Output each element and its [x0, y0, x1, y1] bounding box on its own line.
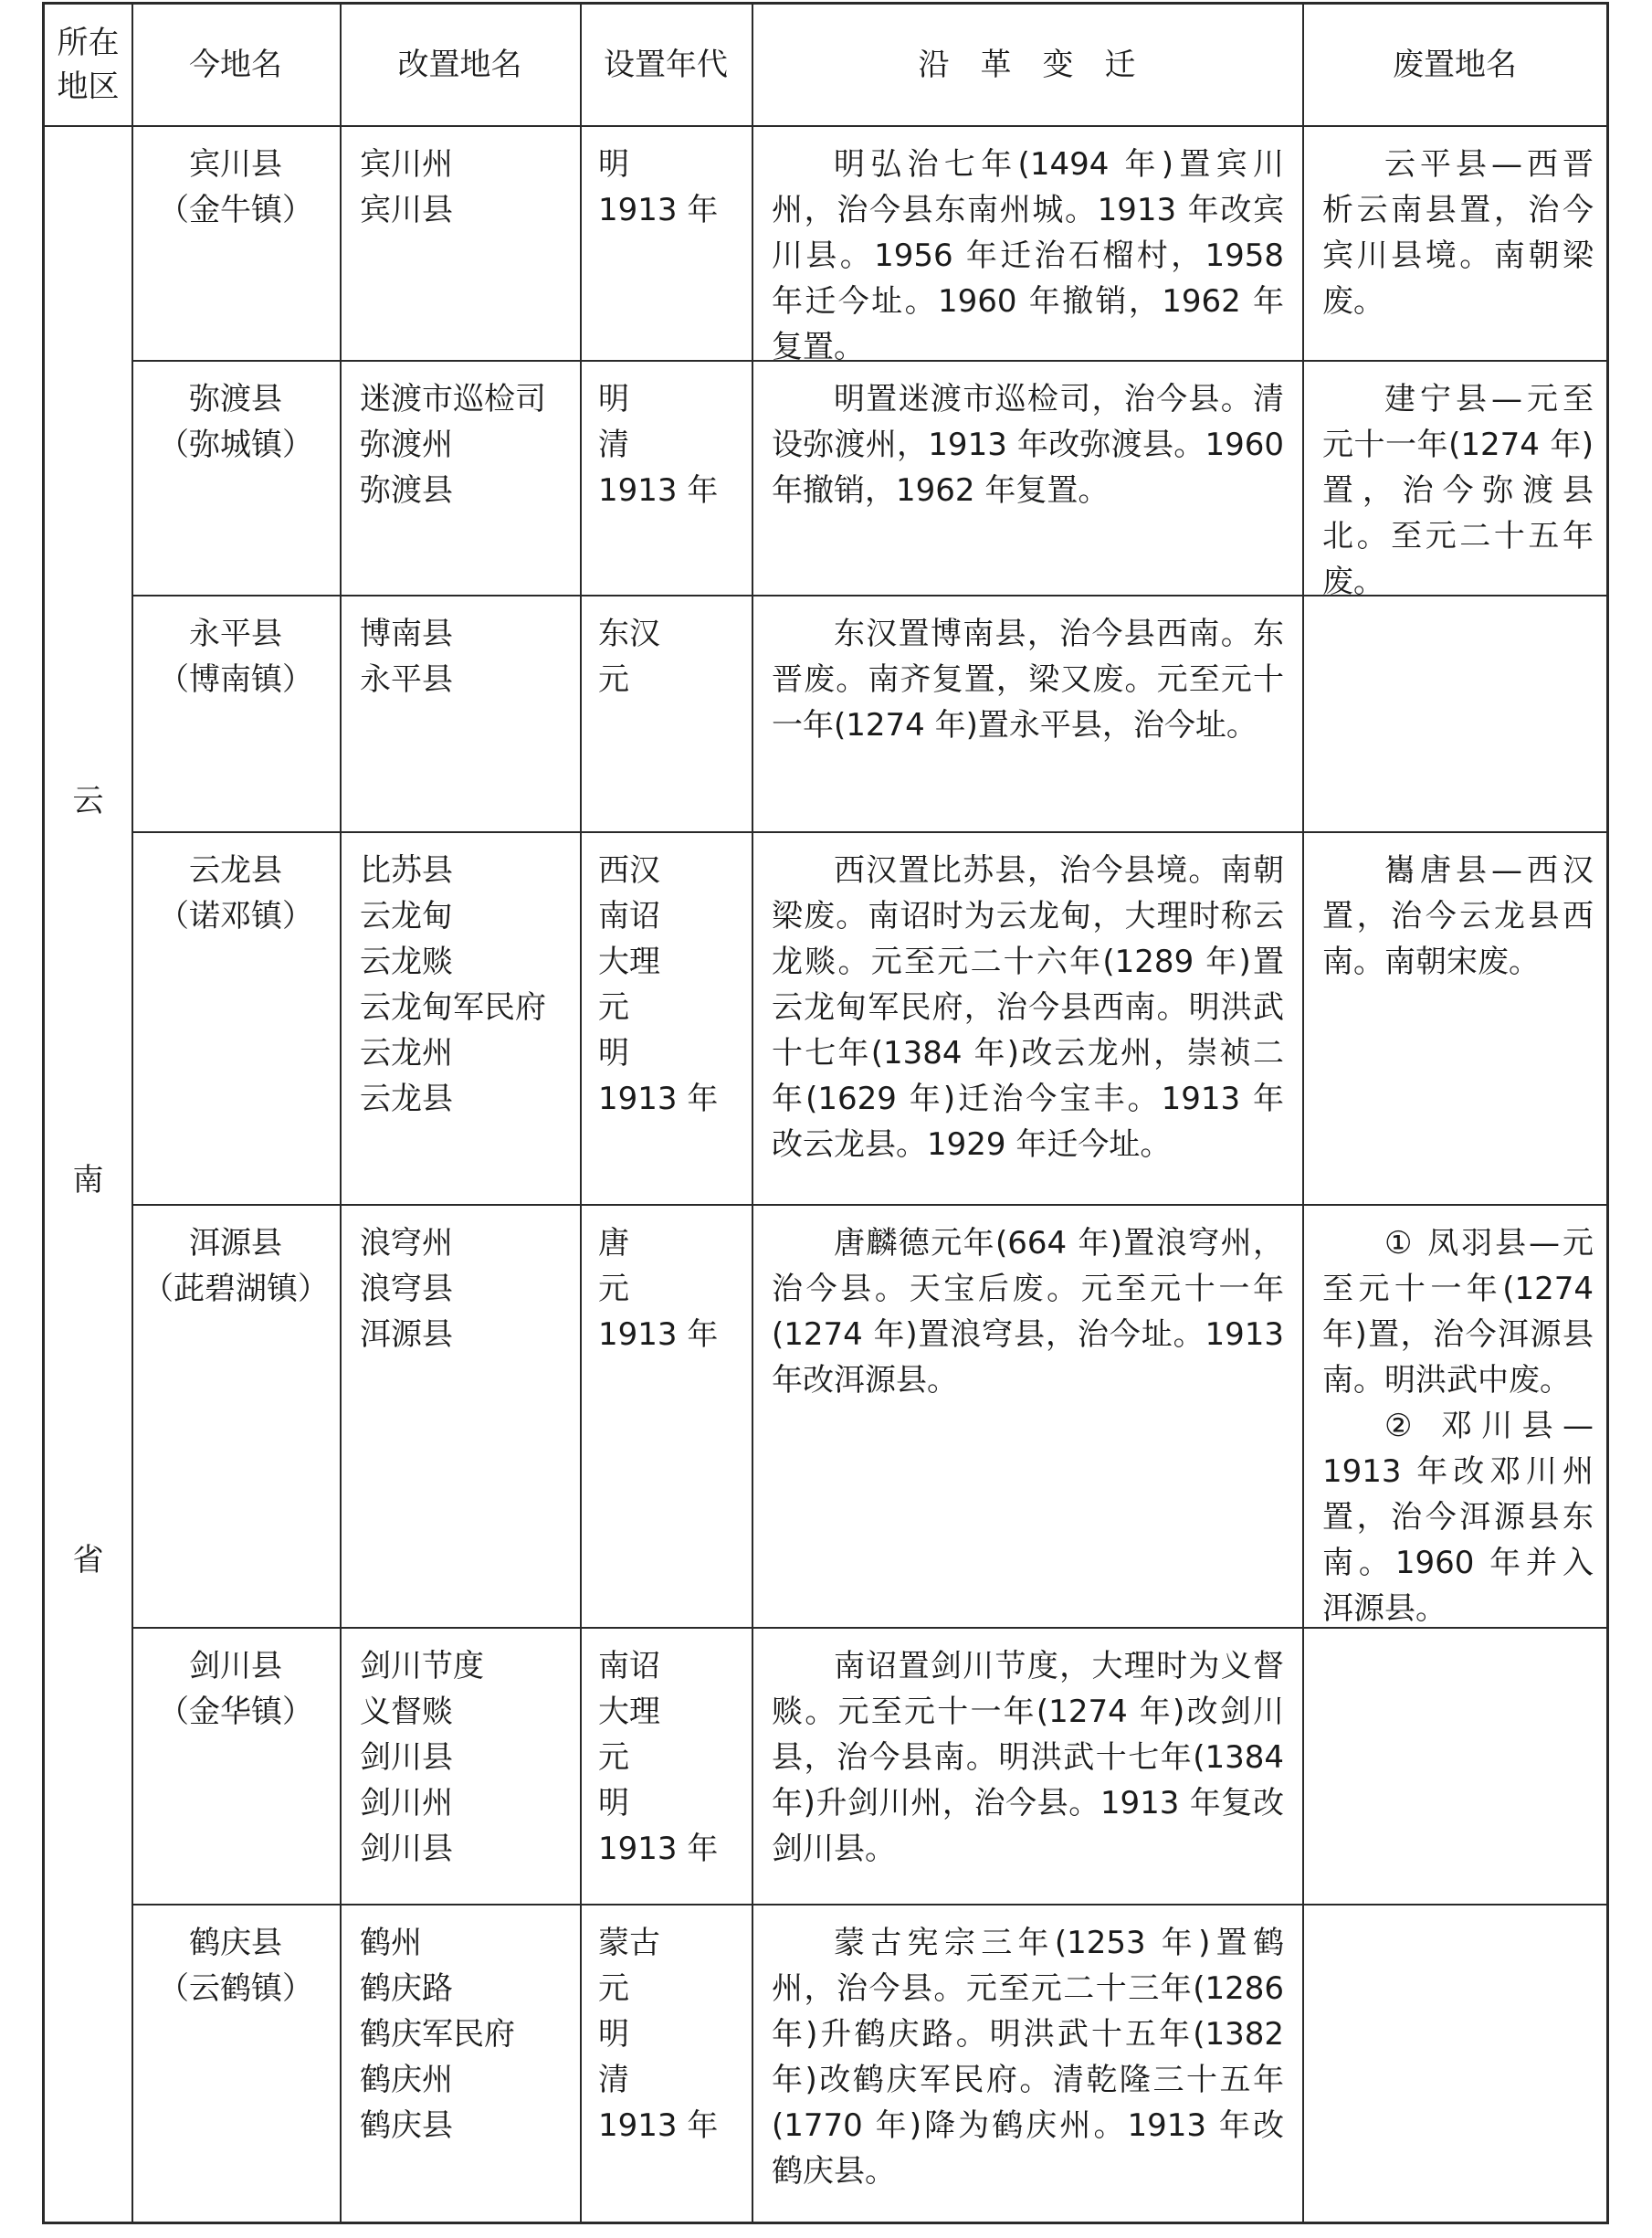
former-name: 鹤庆路	[360, 1970, 453, 2007]
periods-cell	[580, 1627, 752, 1904]
admin-history-table	[42, 2, 1609, 2224]
region-cell	[45, 125, 132, 2222]
history-cell: 唐麟德元年(664 年)置浪穹州，治今县。天宝后废。元至元十一年(1274 年)置浪穹县，治今址。1913 年改洱源县。	[772, 1225, 1284, 1399]
current-name-cell	[132, 125, 340, 360]
header-history: 沿 革 变 迁	[918, 47, 1136, 83]
former-name: 剑川县	[360, 1831, 453, 1867]
former-name: 鹤庆州	[360, 2062, 453, 2098]
former-name: 剑川县	[360, 1739, 453, 1776]
history-cell: 明置迷渡市巡检司，治今县。清设弥渡州，1913 年改弥渡县。1960 年撤销，1962 年复置。	[772, 381, 1284, 509]
county-seat: （弥城镇）	[158, 427, 313, 463]
region-char: 云	[72, 783, 104, 819]
abolished-cell	[1302, 360, 1612, 600]
period: 大理	[598, 944, 660, 980]
header-region-line1: 所在	[57, 25, 120, 61]
periods-cell	[580, 831, 752, 1204]
abolished-cell	[1302, 595, 1612, 831]
former-name: 剑川节度	[360, 1648, 484, 1684]
county-seat: （云鹤镇）	[158, 1970, 313, 2007]
table-row	[132, 1204, 1606, 1627]
table-row	[132, 831, 1606, 1204]
current-name-cell	[132, 831, 340, 1204]
county-seat: （诺邓镇）	[158, 898, 313, 934]
period: 南诏	[598, 898, 660, 934]
abolished-cell	[1302, 1904, 1612, 2222]
table-row	[132, 1627, 1606, 1904]
former-name: 义督赕	[360, 1694, 453, 1730]
county-name: 弥渡县	[189, 381, 282, 417]
county-seat: （博南镇）	[158, 661, 313, 698]
region-char: 省	[72, 1542, 104, 1578]
history-cell: 蒙古宪宗三年(1253 年)置鹤州，治今县。元至元二十三年(1286 年)升鹤庆路。明洪武十五年(1382 年)改鹤庆军民府。清乾隆三十五年(1770 年)降为鹤庆州。1913 年改鹤庆县。	[772, 1925, 1284, 2190]
period: 蒙古	[598, 1925, 660, 1961]
former-name: 云龙县	[360, 1081, 453, 1117]
current-name-cell	[132, 1204, 340, 1627]
abolished-cell	[1302, 831, 1612, 1204]
period: 西汉	[598, 852, 660, 889]
period: 元	[598, 1271, 629, 1307]
former-name: 云龙州	[360, 1035, 453, 1071]
period: 清	[598, 2062, 629, 2098]
period: 南诏	[598, 1648, 660, 1684]
period: 明	[598, 1785, 629, 1821]
table-row	[132, 125, 1606, 365]
period: 明	[598, 2016, 629, 2053]
abolished-cell	[1302, 125, 1612, 360]
periods-cell	[580, 595, 752, 831]
former-name: 宾川县	[360, 192, 453, 228]
former-names-cell	[340, 360, 580, 595]
abolished-cell	[1302, 1627, 1612, 1904]
current-name-cell	[132, 360, 340, 595]
period: 明	[598, 1035, 629, 1071]
period: 1913 年	[598, 1316, 719, 1353]
former-names-cell	[340, 1904, 580, 2222]
county-name: 宾川县	[189, 146, 282, 183]
period: 1913 年	[598, 1831, 719, 1867]
former-name: 鹤州	[360, 1925, 422, 1961]
period: 大理	[598, 1694, 660, 1730]
periods-cell	[580, 360, 752, 595]
current-name-cell	[132, 1904, 340, 2222]
header-established: 设置年代	[604, 47, 728, 83]
abolished-entry: ② 邓川县—1913 年改邓川州置，治今洱源县东南。1960 年并入洱源县。	[1322, 1408, 1594, 1627]
region-char: 南	[72, 1162, 104, 1198]
header-current-name: 今地名	[189, 47, 282, 83]
county-seat: （金华镇）	[158, 1694, 313, 1730]
header-region	[45, 5, 132, 125]
period: 1913 年	[598, 472, 719, 509]
header-former-name: 改置地名	[397, 47, 522, 83]
abolished-cell	[1302, 1204, 1612, 1627]
county-name: 洱源县	[189, 1225, 282, 1262]
former-names-cell	[340, 595, 580, 831]
history-cell: 南诏置剑川节度，大理时为义督赕。元至元十一年(1274 年)改剑川县，治今县南。明洪武十七年(1384 年)升剑川州，治今县。1913 年复改剑川县。	[772, 1648, 1284, 1867]
period: 清	[598, 427, 629, 463]
periods-cell	[580, 1204, 752, 1627]
current-name-cell	[132, 595, 340, 831]
county-seat: （金牛镇）	[158, 192, 313, 228]
former-names-cell	[340, 831, 580, 1204]
periods-cell	[580, 125, 752, 360]
former-name: 弥渡县	[360, 472, 453, 509]
header-region-line2: 地区	[57, 69, 120, 105]
period: 东汉	[598, 616, 660, 652]
former-name: 浪穹县	[360, 1271, 453, 1307]
history-cell: 西汉置比苏县，治今县境。南朝梁废。南诏时为云龙甸，大理时称云龙赕。元至元二十六年(1289 年)置云龙甸军民府，治今县西南。明洪武十七年(1384 年)改云龙州，崇祯二年(1629 年)迁治今宝丰。1913 年改云龙县。1929 年迁今址。	[772, 852, 1284, 1163]
former-name: 永平县	[360, 661, 453, 698]
former-name: 迷渡市巡检司	[360, 381, 546, 417]
table-row	[132, 360, 1606, 600]
period: 1913 年	[598, 2107, 719, 2144]
table-row	[132, 595, 1606, 831]
former-name: 云龙甸	[360, 898, 453, 934]
former-name: 博南县	[360, 616, 453, 652]
county-name: 鹤庆县	[189, 1925, 282, 1961]
period: 元	[598, 1739, 629, 1776]
county-name: 剑川县	[189, 1648, 282, 1684]
abolished-entry: 云平县—西晋析云南县置，治今宾川县境。南朝梁废。	[1322, 146, 1594, 320]
period: 1913 年	[598, 1081, 719, 1117]
former-name: 比苏县	[360, 852, 453, 889]
period: 明	[598, 146, 629, 183]
former-name: 鹤庆军民府	[360, 2016, 515, 2053]
former-name: 宾川州	[360, 146, 453, 183]
periods-cell	[580, 1904, 752, 2222]
period: 1913 年	[598, 192, 719, 228]
abolished-entry: ① 凤羽县—元至元十一年(1274 年)置，治今洱源县南。明洪武中废。	[1322, 1225, 1594, 1399]
period: 唐	[598, 1225, 629, 1262]
period: 明	[598, 381, 629, 417]
table-row	[132, 1904, 1606, 2222]
former-name: 弥渡州	[360, 427, 453, 463]
former-name: 云龙甸军民府	[360, 989, 546, 1026]
history-cell: 东汉置博南县，治今县西南。东晋废。南齐复置，梁又废。元至元十一年(1274 年)置永平县，治今址。	[772, 616, 1284, 744]
county-name: 云龙县	[189, 852, 282, 889]
county-name: 永平县	[189, 616, 282, 652]
abolished-entry: 巂唐县—西汉置，治今云龙县西南。南朝宋废。	[1322, 852, 1594, 980]
former-name: 剑川州	[360, 1785, 453, 1821]
period: 元	[598, 1970, 629, 2007]
former-name: 云龙赕	[360, 944, 453, 980]
former-name: 鹤庆县	[360, 2107, 453, 2144]
current-name-cell	[132, 1627, 340, 1904]
header-abolished: 废置地名	[1393, 47, 1517, 83]
period: 元	[598, 989, 629, 1026]
former-names-cell	[340, 125, 580, 360]
abolished-entry: 建宁县—元至元十一年(1274 年)置，治今弥渡县北。至元二十五年废。	[1322, 381, 1594, 600]
former-name: 洱源县	[360, 1316, 453, 1353]
former-name: 浪穹州	[360, 1225, 453, 1262]
former-names-cell	[340, 1627, 580, 1904]
county-seat: （茈碧湖镇）	[142, 1271, 329, 1307]
history-cell: 明弘治七年(1494 年)置宾川州，治今县东南州城。1913 年改宾川县。1956 年迁治石榴村，1958 年迁今址。1960 年撤销，1962 年复置。	[772, 146, 1284, 365]
former-names-cell	[340, 1204, 580, 1627]
period: 元	[598, 661, 629, 698]
